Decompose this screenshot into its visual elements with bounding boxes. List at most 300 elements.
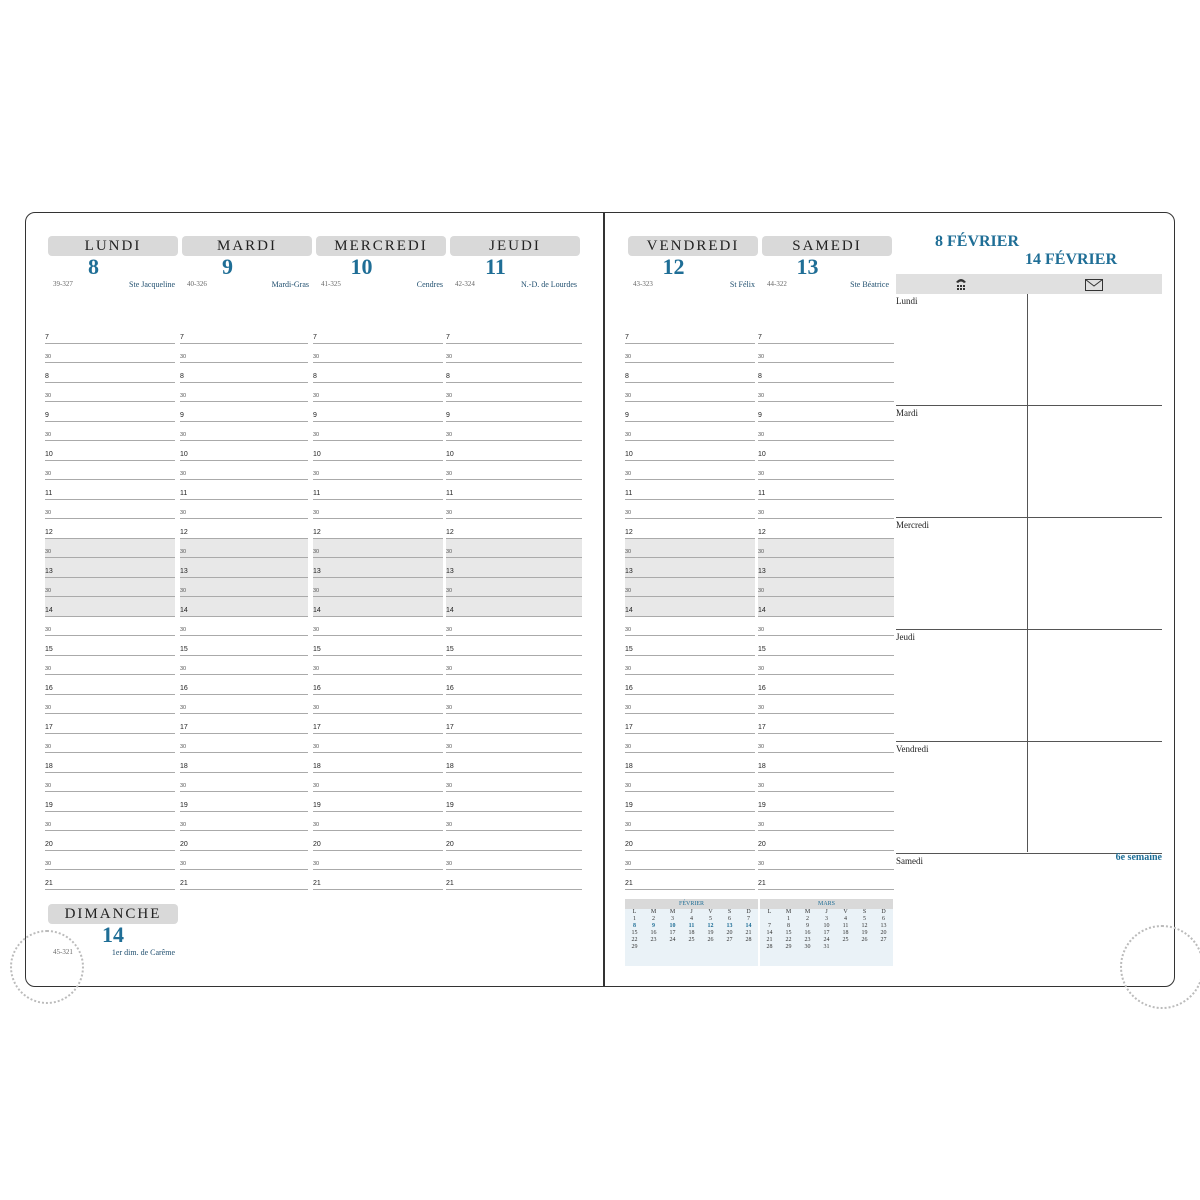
time-slot[interactable] [625,461,755,481]
time-slot[interactable] [758,441,894,461]
time-slot[interactable] [313,578,443,598]
week-title-end: 14 FÉVRIER [1025,251,1118,268]
notes-row[interactable] [896,294,1162,406]
time-label: 8 [625,372,629,380]
time-slot[interactable] [625,441,755,461]
time-label: 30 [446,627,453,633]
mini-calendar-day: 28 [745,937,752,943]
time-slot[interactable] [758,324,894,344]
time-slot[interactable] [180,675,308,695]
time-label: 9 [758,411,762,419]
time-slot[interactable] [180,851,308,871]
time-slot[interactable] [446,344,582,364]
mini-calendar-day: 2 [652,916,655,922]
time-slot[interactable] [45,831,175,851]
time-slot[interactable] [180,519,308,539]
time-slot[interactable] [758,714,894,734]
time-label: 7 [313,333,317,341]
time-slot[interactable] [758,831,894,851]
time-slot[interactable] [313,870,443,890]
mini-calendar-grid [625,909,758,951]
time-slot[interactable] [446,578,582,598]
time-label: 30 [446,354,453,360]
time-slot[interactable] [180,344,308,364]
time-label: 12 [758,528,766,536]
time-label: 19 [313,801,321,809]
mini-calendar-day: 21 [766,937,773,943]
time-slot[interactable] [45,597,175,617]
time-slot[interactable] [313,383,443,403]
time-slot[interactable] [446,558,582,578]
time-slot[interactable] [446,402,582,422]
time-slot[interactable] [446,851,582,871]
time-slot[interactable] [45,753,175,773]
time-label: 20 [180,840,188,848]
time-slot[interactable] [625,422,755,442]
time-slot[interactable] [446,714,582,734]
mini-calendar-day: 5 [709,916,712,922]
time-slot[interactable] [758,636,894,656]
time-slot[interactable] [625,617,755,637]
time-slot[interactable] [758,753,894,773]
time-slot[interactable] [758,597,894,617]
time-slot[interactable] [446,675,582,695]
mini-calendar-grid [760,909,893,951]
time-slot[interactable] [625,597,755,617]
time-label: 15 [625,645,633,653]
time-slot[interactable] [180,461,308,481]
time-label: 30 [180,588,187,594]
time-slot[interactable] [45,695,175,715]
time-label: 16 [446,684,454,692]
time-slot[interactable] [45,422,175,442]
time-label: 8 [758,372,762,380]
time-slot[interactable] [45,812,175,832]
time-slot[interactable] [758,675,894,695]
mini-calendar-day: 12 [861,923,868,929]
day-number: 8 [88,254,99,279]
time-slot[interactable] [180,578,308,598]
time-slot[interactable] [313,656,443,676]
time-slot[interactable] [45,773,175,793]
time-slot[interactable] [758,578,894,598]
time-slot[interactable] [45,324,175,344]
time-slot[interactable] [180,363,308,383]
time-slot[interactable] [45,714,175,734]
time-label: 30 [313,861,320,867]
mini-calendar-weekday: M [669,909,676,915]
time-slot[interactable] [625,734,755,754]
time-slot[interactable] [758,656,894,676]
time-slot[interactable] [625,656,755,676]
time-slot[interactable] [758,617,894,637]
time-label: 11 [313,489,321,497]
time-label: 15 [45,645,53,653]
time-label: 30 [45,393,52,399]
time-label: 30 [446,783,453,789]
time-slot[interactable] [180,500,308,520]
time-label: 30 [446,510,453,516]
mini-calendar [625,899,758,966]
time-slot[interactable] [758,792,894,812]
day-number: 10 [350,254,373,279]
time-slot[interactable] [625,753,755,773]
time-slot[interactable] [180,324,308,344]
time-slot[interactable] [313,402,443,422]
time-slot[interactable] [446,324,582,344]
time-slot[interactable] [446,695,582,715]
time-slot[interactable] [446,773,582,793]
mini-calendar-week [625,944,758,951]
notes-row[interactable] [896,518,1162,630]
mini-calendar-day: 31 [823,944,830,950]
day-number: 13 [796,254,819,279]
time-slot[interactable] [313,734,443,754]
time-slot[interactable] [446,597,582,617]
time-slot[interactable] [45,461,175,481]
time-slot[interactable] [45,792,175,812]
time-label: 30 [625,588,632,594]
mini-calendar-weekday: M [650,909,657,915]
mini-calendar-weekday: J [690,909,693,915]
time-label: 30 [180,822,187,828]
mini-calendar-day: 4 [690,916,693,922]
mini-calendar-month: FÉVRIER [625,899,758,909]
time-slot[interactable] [45,344,175,364]
time-slot[interactable] [45,851,175,871]
time-slot[interactable] [45,383,175,403]
time-slot[interactable] [625,480,755,500]
time-slot[interactable] [313,519,443,539]
time-slot[interactable] [313,773,443,793]
time-slot[interactable] [758,461,894,481]
time-slot[interactable] [45,480,175,500]
time-slot[interactable] [446,734,582,754]
time-label: 8 [313,372,317,380]
time-label: 30 [45,588,52,594]
notes-row[interactable] [896,630,1162,742]
time-slot[interactable] [180,402,308,422]
mini-calendar-header-row [760,909,893,916]
time-label: 12 [45,528,53,536]
time-slot[interactable] [625,812,755,832]
day-code: 45-321 [53,948,73,956]
time-slot[interactable] [313,792,443,812]
time-slot[interactable] [180,558,308,578]
time-slot[interactable] [45,578,175,598]
time-slot[interactable] [446,617,582,637]
mini-calendar-day: 26 [861,937,868,943]
time-label: 30 [625,666,632,672]
time-slot[interactable] [758,480,894,500]
time-slot[interactable] [625,870,755,890]
time-label: 30 [758,861,765,867]
time-slot[interactable] [313,344,443,364]
time-slot[interactable] [180,441,308,461]
time-slot[interactable] [45,519,175,539]
time-slot[interactable] [313,675,443,695]
time-slot[interactable] [625,851,755,871]
time-slot[interactable] [446,383,582,403]
time-label: 11 [758,489,766,497]
time-slot[interactable] [180,422,308,442]
time-slot[interactable] [313,422,443,442]
mini-calendar-day: 3 [825,916,828,922]
time-slot[interactable] [758,734,894,754]
time-slot[interactable] [180,753,308,773]
time-label: 30 [45,432,52,438]
time-slot[interactable] [313,324,443,344]
time-slot[interactable] [758,773,894,793]
time-slot[interactable] [45,636,175,656]
time-slot[interactable] [313,753,443,773]
time-slot[interactable] [180,636,308,656]
time-label: 8 [180,372,184,380]
time-slot[interactable] [758,558,894,578]
time-slot[interactable] [45,656,175,676]
time-slot[interactable] [625,636,755,656]
notes-row[interactable] [896,742,1162,854]
mini-calendar-day: 20 [726,930,733,936]
time-label: 17 [625,723,633,731]
time-slot[interactable] [758,422,894,442]
day-code: 39-327 [53,280,73,288]
time-slot[interactable] [180,773,308,793]
mini-calendar-weekday: D [746,909,751,915]
mini-calendar-day: 9 [652,923,655,929]
time-slot[interactable] [625,558,755,578]
time-slot[interactable] [313,812,443,832]
mini-calendar-day [720,944,739,951]
time-slot[interactable] [313,831,443,851]
mini-calendar-day [836,944,855,951]
time-label: 7 [45,333,49,341]
time-slot[interactable] [180,812,308,832]
time-slot[interactable] [313,480,443,500]
time-slot[interactable] [625,773,755,793]
time-label: 15 [180,645,188,653]
time-label: 18 [446,762,454,770]
day-number: 14 [102,922,124,947]
mini-calendar-day: 26 [707,937,714,943]
mini-calendar-day: 24 [823,937,830,943]
time-slot[interactable] [625,383,755,403]
time-slot[interactable] [180,597,308,617]
day-code: 42-324 [455,280,475,288]
time-slot[interactable] [758,539,894,559]
mini-calendar-day: 14 [766,930,773,936]
time-slot[interactable] [625,792,755,812]
day-number: 12 [662,254,685,279]
time-slot[interactable] [625,519,755,539]
time-slot[interactable] [446,636,582,656]
time-slot[interactable] [446,831,582,851]
time-slot[interactable] [180,870,308,890]
time-slot[interactable] [625,675,755,695]
time-slot[interactable] [45,441,175,461]
mini-calendar-weekday: M [785,909,792,915]
time-label: 20 [313,840,321,848]
mini-calendar-day: 14 [745,923,752,929]
time-slot[interactable] [446,656,582,676]
time-slot[interactable] [625,324,755,344]
time-slot[interactable] [180,792,308,812]
time-slot[interactable] [758,363,894,383]
time-slot[interactable] [313,539,443,559]
mini-calendar-week [760,930,893,937]
time-slot[interactable] [446,500,582,520]
time-slot[interactable] [758,383,894,403]
time-label: 30 [625,393,632,399]
time-label: 21 [625,879,633,887]
time-slot[interactable] [446,812,582,832]
time-label: 30 [625,510,632,516]
time-slot[interactable] [758,695,894,715]
time-label: 30 [180,432,187,438]
time-slot[interactable] [180,656,308,676]
time-label: 30 [758,588,765,594]
notes-row[interactable] [896,406,1162,518]
time-label: 19 [625,801,633,809]
time-label: 7 [625,333,629,341]
time-label: 13 [180,567,188,575]
time-slot[interactable] [45,402,175,422]
time-label: 30 [313,783,320,789]
time-slot[interactable] [313,695,443,715]
time-label: 30 [45,744,52,750]
mini-calendar-weekday: V [843,909,848,915]
notes-header-bar [896,274,1162,294]
day-code: 40-326 [187,280,207,288]
time-slot[interactable] [758,344,894,364]
time-slot[interactable] [45,363,175,383]
mini-calendar-day: 27 [880,937,887,943]
time-slot[interactable] [180,617,308,637]
time-slot[interactable] [758,402,894,422]
time-label: 30 [180,354,187,360]
time-slot[interactable] [758,519,894,539]
time-slot[interactable] [313,558,443,578]
mini-calendar-day: 17 [669,930,676,936]
time-label: 30 [446,705,453,711]
mini-calendar-day [701,944,720,951]
mini-calendar-day: 16 [804,930,811,936]
time-slot[interactable] [313,851,443,871]
time-label: 30 [180,861,187,867]
time-label: 13 [45,567,53,575]
time-slot[interactable] [446,363,582,383]
time-slot[interactable] [45,539,175,559]
time-slot[interactable] [446,792,582,812]
time-slot[interactable] [45,617,175,637]
mini-calendar-day: 17 [823,930,830,936]
time-label: 17 [180,723,188,731]
time-label: 30 [45,627,52,633]
time-slot[interactable] [625,578,755,598]
time-slot[interactable] [313,597,443,617]
time-slot[interactable] [45,558,175,578]
time-slot[interactable] [625,500,755,520]
time-slot[interactable] [446,441,582,461]
time-slot[interactable] [313,461,443,481]
time-label: 16 [313,684,321,692]
time-slot[interactable] [45,675,175,695]
time-label: 30 [313,471,320,477]
time-slot[interactable] [625,402,755,422]
time-label: 30 [313,744,320,750]
time-label: 14 [446,606,454,614]
time-label: 30 [758,471,765,477]
time-slot[interactable] [45,500,175,520]
time-label: 19 [758,801,766,809]
time-slot[interactable] [180,480,308,500]
mini-calendar-day: 12 [707,923,714,929]
time-label: 30 [180,627,187,633]
time-label: 30 [758,549,765,555]
mini-calendar-day: 29 [631,944,638,950]
time-slot[interactable] [180,714,308,734]
day-name: DIMANCHE [48,904,178,924]
time-slot[interactable] [625,539,755,559]
time-slot[interactable] [313,363,443,383]
time-label: 21 [45,879,53,887]
time-slot[interactable] [313,441,443,461]
time-slot[interactable] [758,851,894,871]
time-label: 12 [625,528,633,536]
mini-calendar-week [760,944,893,951]
time-label: 8 [446,372,450,380]
mini-calendar-day: 25 [688,937,695,943]
time-slot[interactable] [758,500,894,520]
time-slot[interactable] [180,383,308,403]
mini-calendar-day: 18 [842,930,849,936]
time-slot[interactable] [446,539,582,559]
day-name: SAMEDI [762,236,892,256]
mini-calendar-day: 15 [785,930,792,936]
time-label: 30 [45,471,52,477]
time-slot[interactable] [180,831,308,851]
time-slot[interactable] [625,831,755,851]
time-slot[interactable] [313,714,443,734]
time-slot[interactable] [446,870,582,890]
time-slot[interactable] [625,695,755,715]
time-slot[interactable] [625,344,755,364]
mini-calendar-day [760,916,779,923]
notes-day-label: Mercredi [896,520,929,530]
time-slot[interactable] [180,734,308,754]
time-slot[interactable] [446,422,582,442]
mini-calendar-day [739,944,758,951]
time-slot[interactable] [446,753,582,773]
time-slot[interactable] [180,539,308,559]
day-saint: Ste Béatrice [850,280,889,289]
notes-day-label: Vendredi [896,744,929,754]
time-slot[interactable] [45,870,175,890]
time-slot[interactable] [180,695,308,715]
time-slot[interactable] [758,812,894,832]
time-slot[interactable] [758,870,894,890]
time-slot[interactable] [45,734,175,754]
time-slot[interactable] [313,500,443,520]
time-slot[interactable] [313,636,443,656]
time-label: 19 [45,801,53,809]
time-slot[interactable] [313,617,443,637]
time-slot[interactable] [446,480,582,500]
time-slot[interactable] [625,363,755,383]
time-slot[interactable] [625,714,755,734]
time-slot[interactable] [446,519,582,539]
time-slot[interactable] [446,461,582,481]
